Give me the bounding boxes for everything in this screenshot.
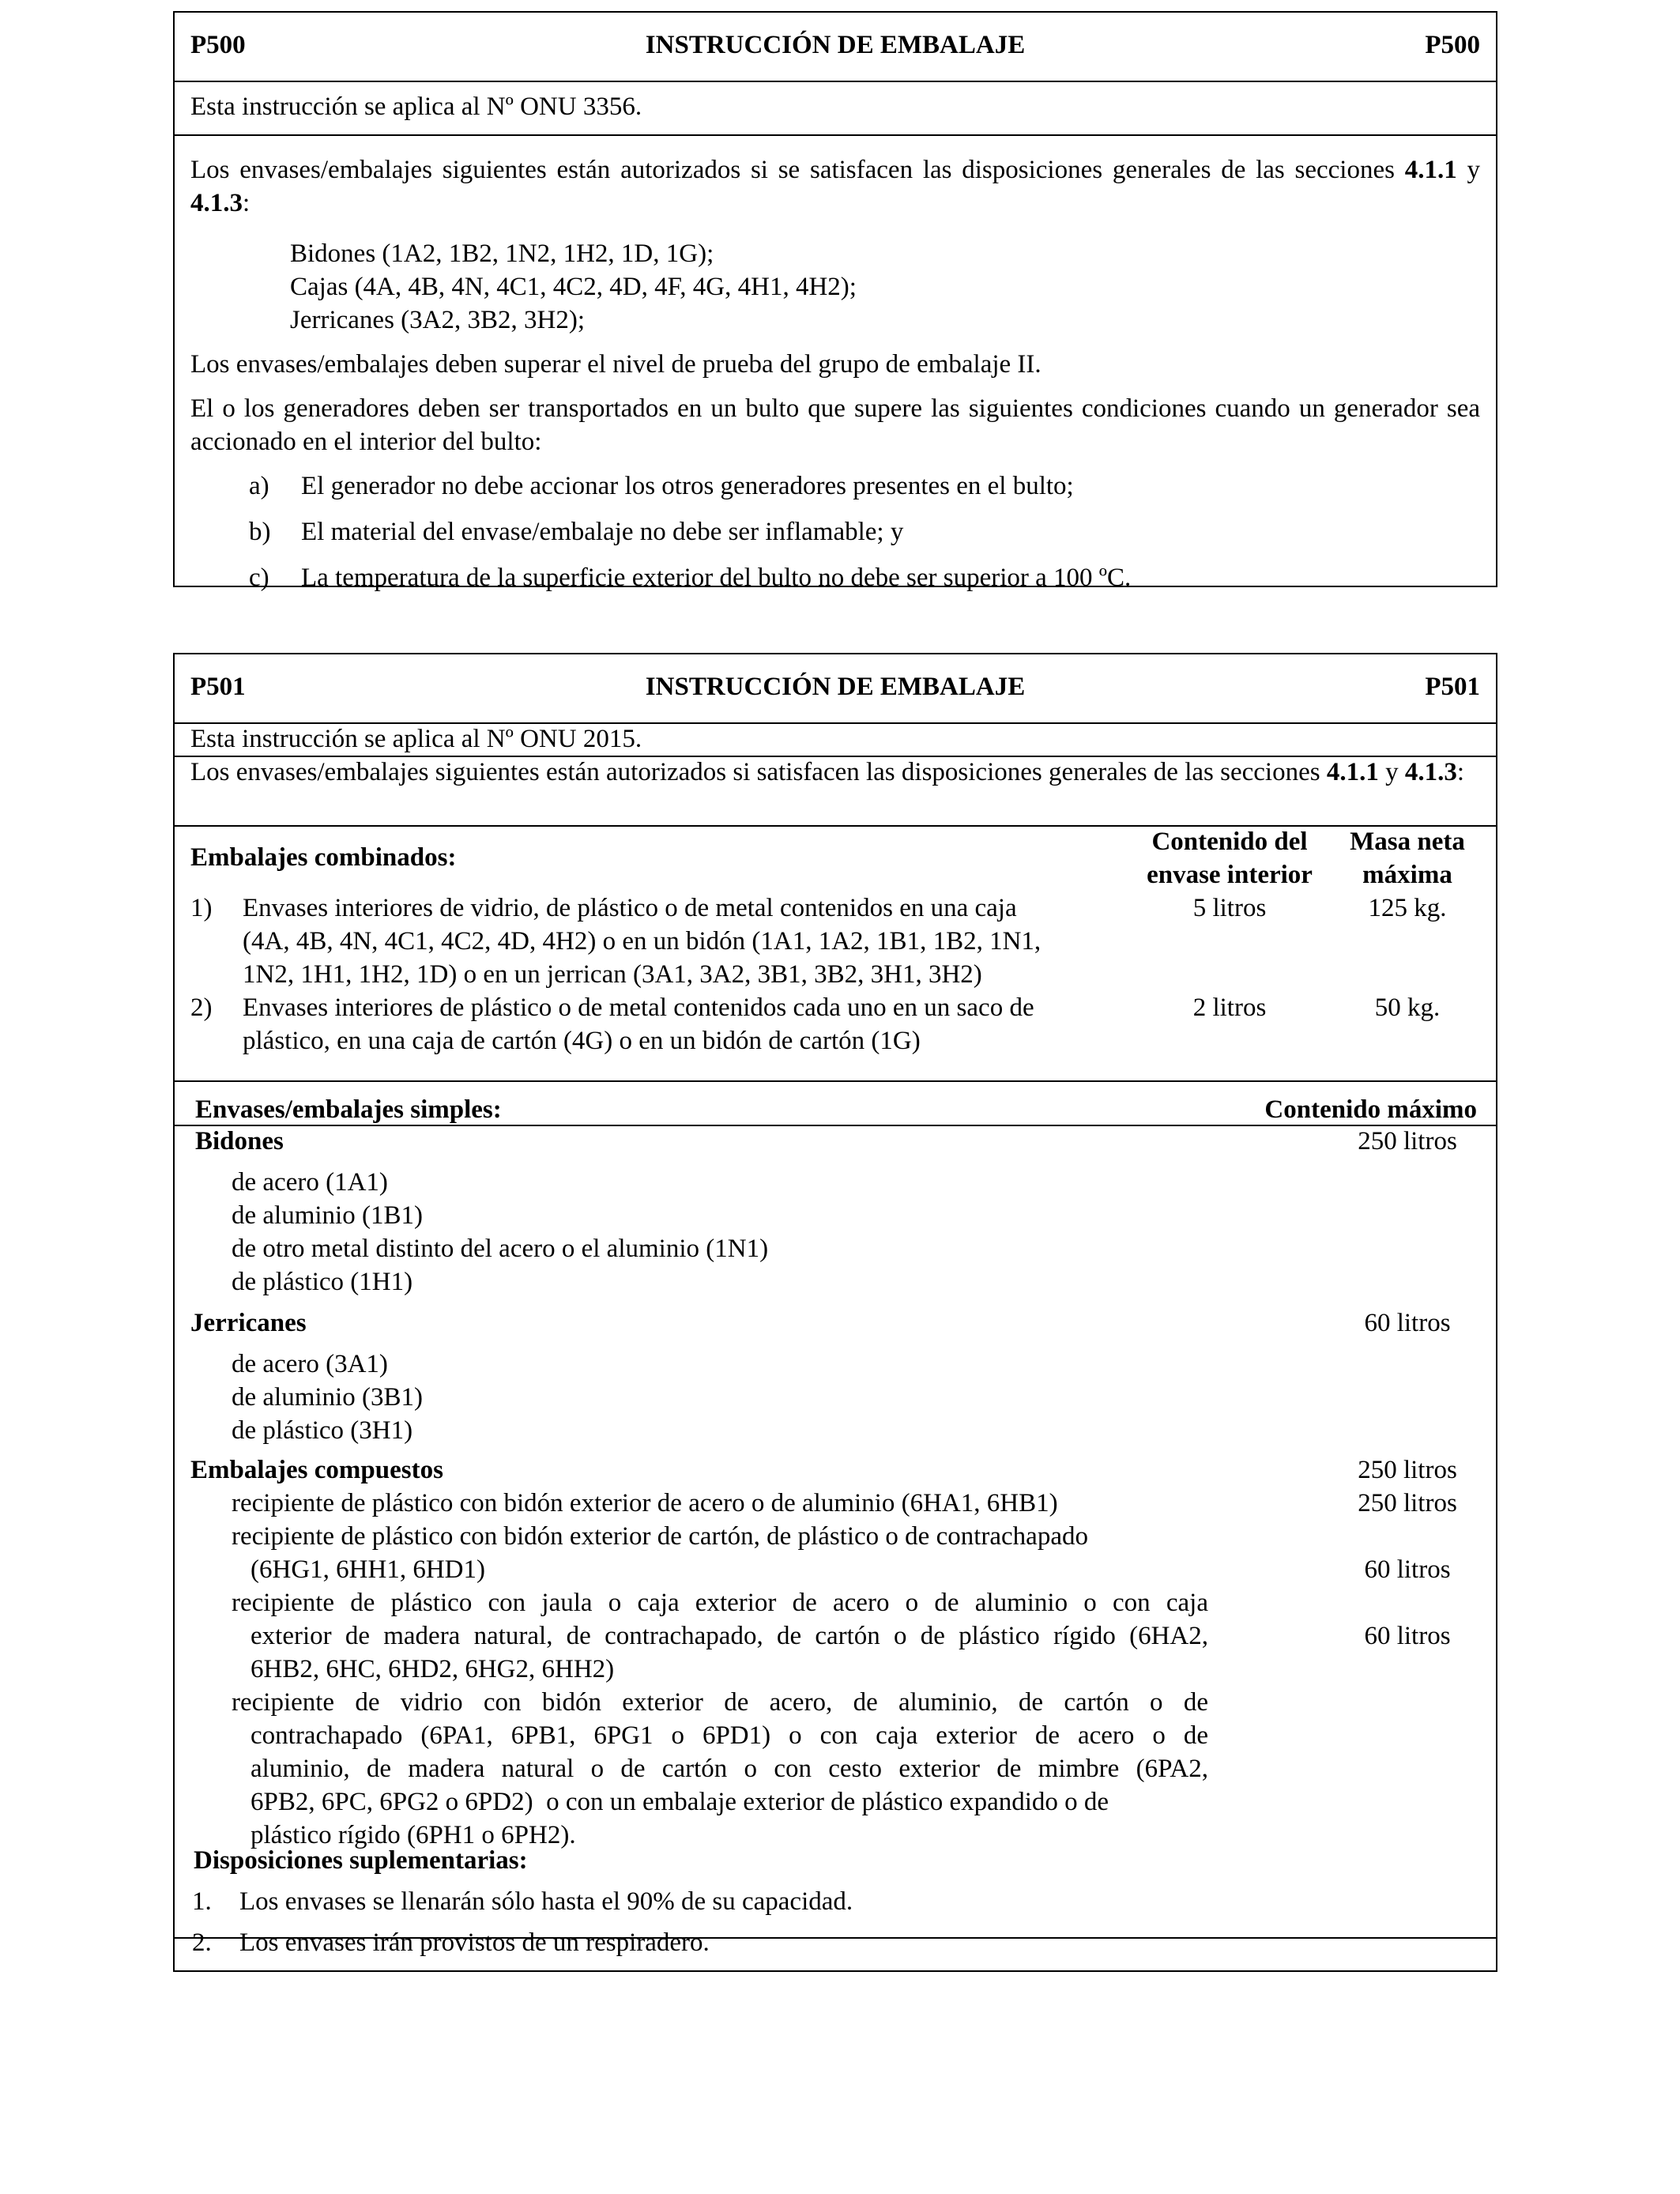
drums-max: 250 litros xyxy=(1358,1127,1457,1155)
drum-type-2: de aluminio (1B1) xyxy=(232,1201,423,1230)
col-max-mass-header-2: máxima xyxy=(1362,861,1452,889)
combined-item-1-mass: 125 kg. xyxy=(1368,894,1447,922)
p500-packaging-jerricans: Jerricanes (3A2, 3B2, 3H2); xyxy=(290,306,585,334)
single-max-content-header: Contenido máximo xyxy=(1264,1095,1477,1124)
composite-item-4 xyxy=(232,1686,1208,1852)
p501-intro-text: Los envases/embalajes siguientes están autorizados si satisfacen las disposiciones generales de las secciones xyxy=(190,758,1320,786)
p501-section-a: 4.1.1 xyxy=(1326,758,1379,786)
composite-item-3-line-1: recipiente de plástico con jaula o caja exterior de acero o de aluminio o con caja xyxy=(232,1589,1208,1617)
supplementary-item-2-number: 2. xyxy=(192,1928,212,1957)
composite-heading: Embalajes compuestos xyxy=(190,1456,443,1484)
combined-item-1-line-3: 1N2, 1H1, 1H2, 1D) o en un jerrican (3A1, 3A2, 3B1, 3B2, 3H1, 3H2) xyxy=(243,960,982,989)
p500-condition-text-a: El generador no debe accionar los otros generadores presentes en el bulto; xyxy=(301,472,1074,500)
combined-item-2-line-2: plástico, en una caja de cartón (4G) o en un bidón de cartón (1G) xyxy=(243,1027,921,1055)
drums-heading: Bidones xyxy=(195,1127,284,1155)
single-heading: Envases/embalajes simples: xyxy=(195,1095,502,1124)
p500-instruction-box xyxy=(173,11,1497,592)
p500-code-right: P500 xyxy=(1425,31,1480,59)
col-inner-content-header-2: envase interior xyxy=(1147,861,1313,889)
composite-item-4-line-2: contrachapado (6PA1, 6PB1, 6PG1 o 6PD1) o con caja exterior de acero o de xyxy=(250,1721,1208,1750)
supplementary-heading: Disposiciones suplementarias: xyxy=(194,1846,528,1875)
jerrican-type-2: de aluminio (3B1) xyxy=(232,1383,423,1412)
composite-max: 250 litros xyxy=(1358,1456,1457,1484)
jerrican-type-1: de acero (3A1) xyxy=(232,1350,388,1378)
supplementary-item-2-text: Los envases irán provistos de un respiradero. xyxy=(239,1928,710,1957)
composite-item-4-line-4: 6PB2, 6PC, 6PG2 o 6PD2) o con un embalaje exterior de plástico expandido o de xyxy=(250,1788,1109,1816)
combined-item-1-line-2: (4A, 4B, 4N, 4C1, 4C2, 4D, 4H2) o en un bidón (1A1, 1A2, 1B1, 1B2, 1N1, xyxy=(243,927,1042,956)
p501-title: INSTRUCCIÓN DE EMBALAJE xyxy=(645,673,1026,701)
p500-test-level: Los envases/embalajes deben superar el nivel de prueba del grupo de embalaje II. xyxy=(190,350,1042,379)
combined-item-1-line-1: Envases interiores de vidrio, de plástico o de metal contenidos en una caja xyxy=(243,894,1017,922)
p500-colon: : xyxy=(243,189,250,217)
p500-applies-text: Esta instrucción se aplica al Nº ONU 3356. xyxy=(190,92,642,121)
p500-condition-label-c: c) xyxy=(249,564,269,592)
combined-item-2-inner: 2 litros xyxy=(1192,993,1267,1022)
composite-item-1-max: 250 litros xyxy=(1358,1489,1457,1517)
p501-single-header-row xyxy=(175,1080,1496,1125)
jerricans-max: 60 litros xyxy=(1364,1309,1451,1337)
p500-condition-label-a: a) xyxy=(249,472,269,500)
p500-header xyxy=(175,13,1496,81)
combined-item-2-mass: 50 kg. xyxy=(1374,993,1441,1022)
p500-title: INSTRUCCIÓN DE EMBALAJE xyxy=(645,31,1026,59)
p501-section-b: 4.1.3 xyxy=(1404,758,1457,786)
p501-applies-row xyxy=(175,722,1496,756)
p500-conj: y xyxy=(1467,156,1481,184)
combined-item-1-inner: 5 litros xyxy=(1192,894,1267,922)
p500-condition-text-b: El material del envase/embalaje no debe ser inflamable; y xyxy=(301,518,904,546)
p500-intro-text: Los envases/embalajes siguientes están autorizados si se satisfacen las disposiciones generales de las secciones xyxy=(190,156,1395,184)
p501-combined-section xyxy=(175,825,1496,1080)
p501-supplementary-content xyxy=(173,1838,1497,1972)
p500-packaging-boxes: Cajas (4A, 4B, 4N, 4C1, 4C2, 4D, 4F, 4G, 4H1, 4H2); xyxy=(290,273,857,301)
p501-single-body xyxy=(175,1125,1496,1937)
p500-condition-text-c: La temperatura de la superficie exterior del bulto no debe ser superior a 100 ºC. xyxy=(301,564,1132,592)
drum-type-4: de plástico (1H1) xyxy=(232,1268,413,1296)
drum-type-1: de acero (1A1) xyxy=(232,1168,388,1197)
composite-item-2-max: 60 litros xyxy=(1364,1555,1451,1584)
p501-conj: y xyxy=(1385,758,1399,786)
p500-generators-paragraph: El o los generadores deben ser transportados en un bulto que supere las siguientes condiciones cuando un generador sea accionado en el interior del bulto: xyxy=(190,394,1480,456)
col-max-mass-header-1: Masa neta xyxy=(1350,827,1465,856)
p500-packaging-drums: Bidones (1A2, 1B2, 1N2, 1H2, 1D, 1G); xyxy=(290,239,714,268)
p501-intro-paragraph xyxy=(190,756,1480,789)
p501-code-right: P501 xyxy=(1425,673,1480,701)
jerrican-type-3: de plástico (3H1) xyxy=(232,1416,413,1445)
p500-applies-row xyxy=(175,81,1496,134)
p500-code-left: P500 xyxy=(190,31,246,59)
p501-code-left: P501 xyxy=(190,673,246,701)
col-inner-content-header-1: Contenido del xyxy=(1151,827,1308,856)
composite-item-4-line-3: aluminio, de madera natural o de cartón o con cesto exterior de mimbre (6PA2, xyxy=(250,1755,1208,1783)
composite-item-3-line-3: 6HB2, 6HC, 6HD2, 6HG2, 6HH2) xyxy=(250,1655,615,1683)
p500-condition-label-b: b) xyxy=(249,518,271,546)
jerricans-heading: Jerricanes xyxy=(190,1309,307,1337)
composite-item-4-line-1: recipiente de vidrio con bidón exterior de acero, de aluminio, de cartón o de xyxy=(232,1688,1208,1717)
composite-item-3 xyxy=(232,1586,1208,1686)
composite-item-3-line-2: exterior de madera natural, de contrachapado, de cartón o de plástico rígido (6HA2, xyxy=(250,1622,1208,1650)
p501-header xyxy=(175,654,1496,722)
composite-item-2-line-1: recipiente de plástico con bidón exterior de cartón, de plástico o de contrachapado xyxy=(232,1522,1088,1551)
composite-item-3-max: 60 litros xyxy=(1364,1622,1451,1650)
composite-item-2-line-2: (6HG1, 6HH1, 6HD1) xyxy=(250,1555,485,1584)
composite-item-1-line-1: recipiente de plástico con bidón exterior de acero o de aluminio (6HA1, 6HB1) xyxy=(232,1489,1058,1517)
supplementary-item-1-text: Los envases se llenarán sólo hasta el 90% de su capacidad. xyxy=(239,1887,853,1916)
supplementary-item-1-number: 1. xyxy=(192,1887,212,1916)
composite-item-4-line-5: plástico rígido (6PH1 o 6PH2). xyxy=(250,1821,576,1849)
p501-instruction-box xyxy=(173,653,1497,1972)
combined-item-1-number: 1) xyxy=(190,894,213,922)
combined-item-2-line-1: Envases interiores de plástico o de metal contenidos cada uno en un saco de xyxy=(243,993,1034,1022)
drum-type-3: de otro metal distinto del acero o el aluminio (1N1) xyxy=(232,1235,769,1263)
p501-intro-row xyxy=(175,756,1496,825)
p500-body xyxy=(175,134,1496,592)
p500-intro-paragraph xyxy=(190,153,1480,220)
p501-applies-text: Esta instrucción se aplica al Nº ONU 2015. xyxy=(190,725,642,753)
p500-section-b: 4.1.3 xyxy=(190,189,243,217)
combined-heading: Embalajes combinados: xyxy=(190,843,457,872)
combined-item-2-number: 2) xyxy=(190,993,213,1022)
p500-section-a: 4.1.1 xyxy=(1404,156,1457,184)
p501-colon: : xyxy=(1456,758,1464,786)
